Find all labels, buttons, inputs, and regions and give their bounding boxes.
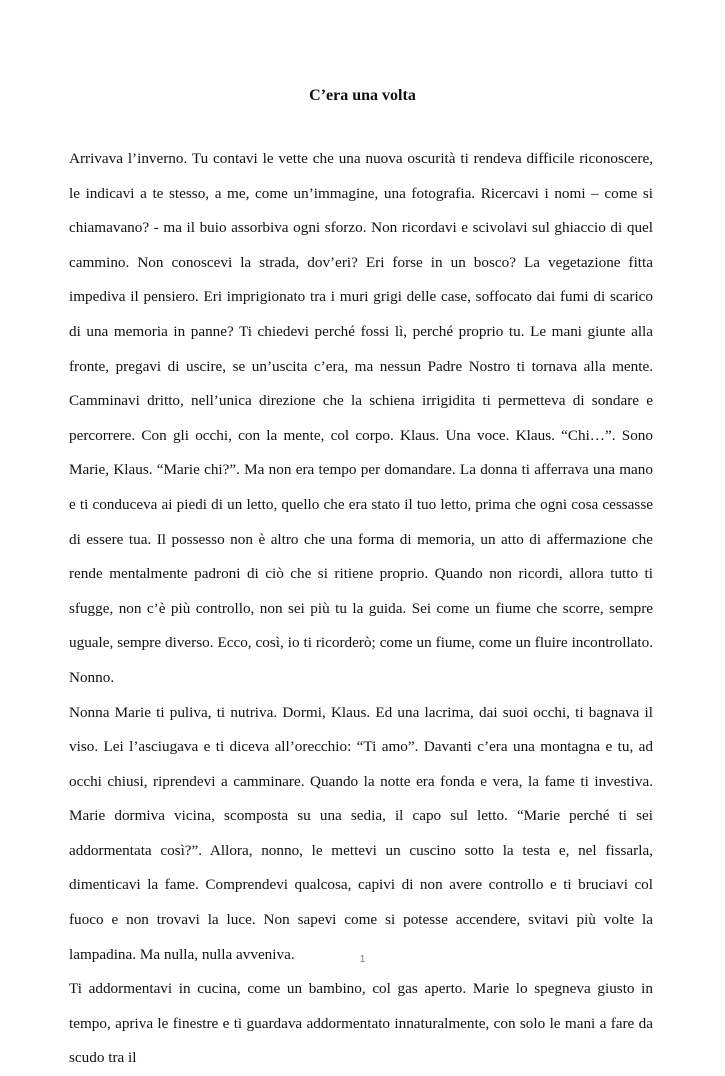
paragraph: Nonna Marie ti puliva, ti nutriva. Dormi, Klaus. Ed una lacrima, dai suoi occhi, ti bagnava il viso. Lei l’asciugava e ti diceva all’orecchio: “Ti amo”. Davanti c’era una montagna e tu, ad occhi chiusi, riprendevi a camminare. Quando la notte era fonda e vera, la fame ti investiva. Marie dormiva vicina, scomposta su una sedia, il capo sul letto. “Marie perché ti sei addormentata così?”. Allora, nonno, le mettevi un cuscino sotto la testa e, nel fissarla, dimenticavi la fame. Comprendevi qualcosa, capivi di non avere controllo e ti bruciavi col fuoco e non trovavi la luce. Non sapevi come si potesse accendere, svitavi più volte la lampadina. Ma nulla, nulla avveniva. xyxy=(69,703,653,963)
document-title: C’era una volta xyxy=(309,87,416,104)
paragraph: Ti addormentavi in cucina, come un bambino, col gas aperto. Marie lo spegneva giusto in tempo, apriva le finestre e ti guardava addormentato innaturalmente, con solo le mani a fare da scudo tra il xyxy=(69,980,653,1067)
document-body xyxy=(69,142,653,1076)
page-number: 1 xyxy=(359,954,366,965)
paragraph: Arrivava l’inverno. Tu contavi le vette che una nuova oscurità ti rendeva difficile riconoscere, le indicavi a te stesso, a me, come un’immagine, una fotografia. Ricercavi i nomi – come si chiamavano? - ma il buio assorbiva ogni sforzo. Non ricordavi e scivolavi sul ghiaccio di quel cammino. Non conoscevi la strada, dov’eri? Eri forse in un bosco? La vegetazione fitta impediva il pensiero. Eri imprigionato tra i muri grigi delle case, soffocato dai fumi di scarico di una memoria in panne? Ti chiedevi perché fossi lì, perché proprio tu. Le mani giunte alla fronte, pregavi di uscire, se un’uscita c’era, ma nessun Padre Nostro ti tornava alla mente. Camminavi dritto, nell’unica direzione che la schiena irrigidita ti permetteva di sondare e percorrere. Con gli occhi, con la mente, col corpo. Klaus. Una voce. Klaus. “Chi…”. Sono Marie, Klaus. “Marie chi?”. Ma non era tempo per domandare. La donna ti afferrava una mano e ti conduceva ai piedi di un letto, quello che era stato il tuo letto, prima che ogni cosa cessasse di essere tua. Il possesso non è altro che una forma di memoria, un atto di affermazione che rende mentalmente padroni di ciò che si ritiene proprio. Quando non ricordi, allora tutto ti sfugge, non c’è più controllo, non sei più tu la guida. Sei come un fiume che scorre, sempre uguale, sempre diverso. Ecco, così, io ti ricorderò; come un fiume, come un fluire incontrollato. Nonno. xyxy=(69,150,653,686)
